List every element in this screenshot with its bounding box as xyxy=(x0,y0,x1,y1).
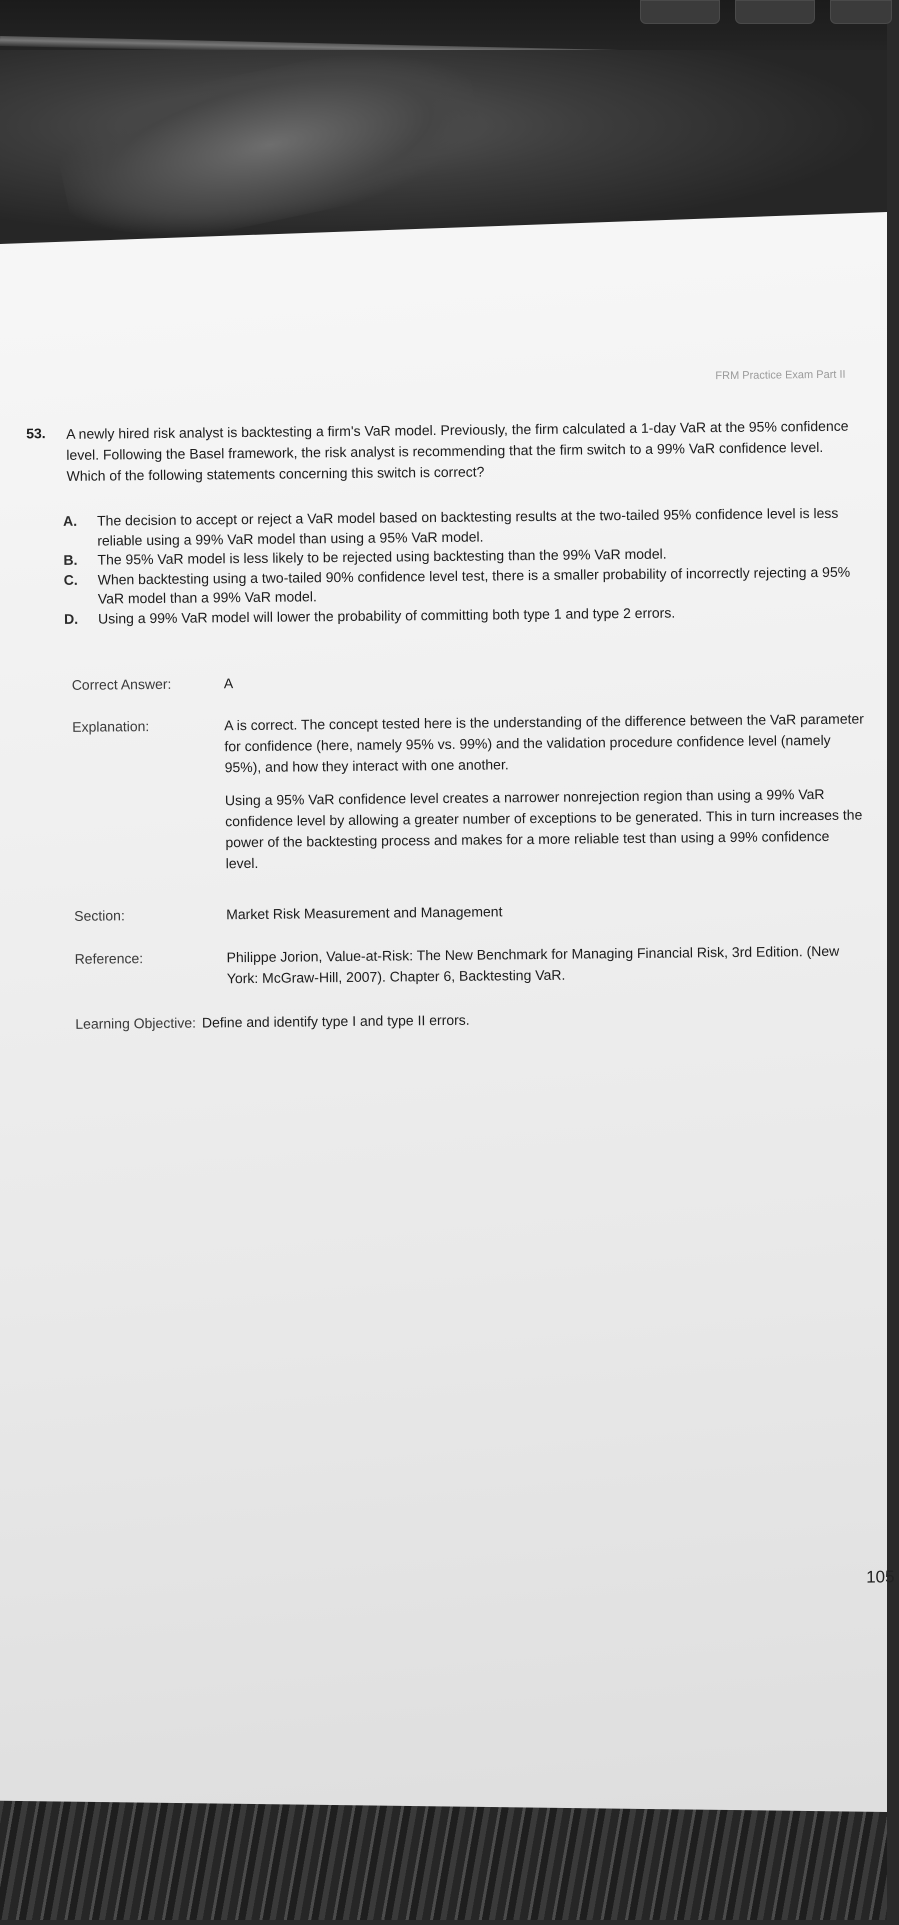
learning-objective-row xyxy=(75,1006,842,1035)
page-number: 105 xyxy=(866,1567,895,1587)
correct-answer-value: A xyxy=(223,675,234,692)
explanation-paragraph: Using a 95% VaR confidence level creates a narrower nonrejection region than using a 99% VaR confidence level by allowing a greater number of exceptions to be generated. This in turn increases the power of the backtesting process and makes for a more reliable test than using a 99% confidence level. xyxy=(224,785,863,872)
option-letter: D. xyxy=(63,610,79,627)
explanation-label: Explanation: xyxy=(72,718,150,735)
explanation-text xyxy=(224,709,866,887)
reference-label: Reference: xyxy=(74,950,144,967)
correct-answer-label: Correct Answer: xyxy=(71,675,172,693)
section-label: Section: xyxy=(74,907,125,924)
page-header-note: FRM Practice Exam Part II xyxy=(715,368,846,383)
answer-options xyxy=(63,504,864,629)
section-row xyxy=(74,898,866,927)
learning-objective-label: Learning Objective: xyxy=(75,1014,197,1032)
explanation-row xyxy=(72,709,866,888)
reference-row xyxy=(75,941,867,991)
question-text: A newly hired risk analyst is backtesting a firm's VaR model. Previously, the firm calculated a 1-day VaR at the 95% confidence level. Following the Basel framework, the risk analyst is recommending that the firm switch to a 99% VaR confidence level. Which of the following statements concerning this switch is correct? xyxy=(66,417,849,484)
option-letter: A. xyxy=(62,512,78,529)
question-number: 53. xyxy=(26,425,46,442)
option-letter: C. xyxy=(63,571,78,588)
section-value: Market Risk Measurement and Management xyxy=(226,903,503,923)
explanation-paragraph: A is correct. The concept tested here is the understanding of the difference between the VaR parameter for confidence (here, namely 95% vs. 99%) and the validation procedure confidence level (namely 95%), and how they interact with one another. xyxy=(224,710,864,776)
reference-value: Philippe Jorion, Value-at-Risk: The New Benchmark for Managing Financial Risk, 3rd Edition. (New York: McGraw-Hill, 2007). Chapter 6, Backtesting VaR. xyxy=(226,942,840,987)
option-text: The decision to accept or reject a VaR model based on backtesting results at the two-tailed 95% confidence level is less reliable using a 99% VaR model than using a 95% VaR model. xyxy=(96,504,839,549)
correct-answer-row xyxy=(72,667,864,696)
option-text: Using a 99% VaR model will lower the probability of committing both type 1 and type 2 errors. xyxy=(97,604,676,627)
option-text: The 95% VaR model is less likely to be rejected using backtesting than the 99% VaR model. xyxy=(97,545,667,568)
learning-objective-value: Define and identify type I and type II errors. xyxy=(201,1011,470,1031)
option-text: When backtesting using a two-tailed 90% confidence level test, there is a smaller probability of incorrectly rejecting a 95% VaR model than a 99% VaR model. xyxy=(97,563,851,607)
option-letter: B. xyxy=(63,551,78,568)
